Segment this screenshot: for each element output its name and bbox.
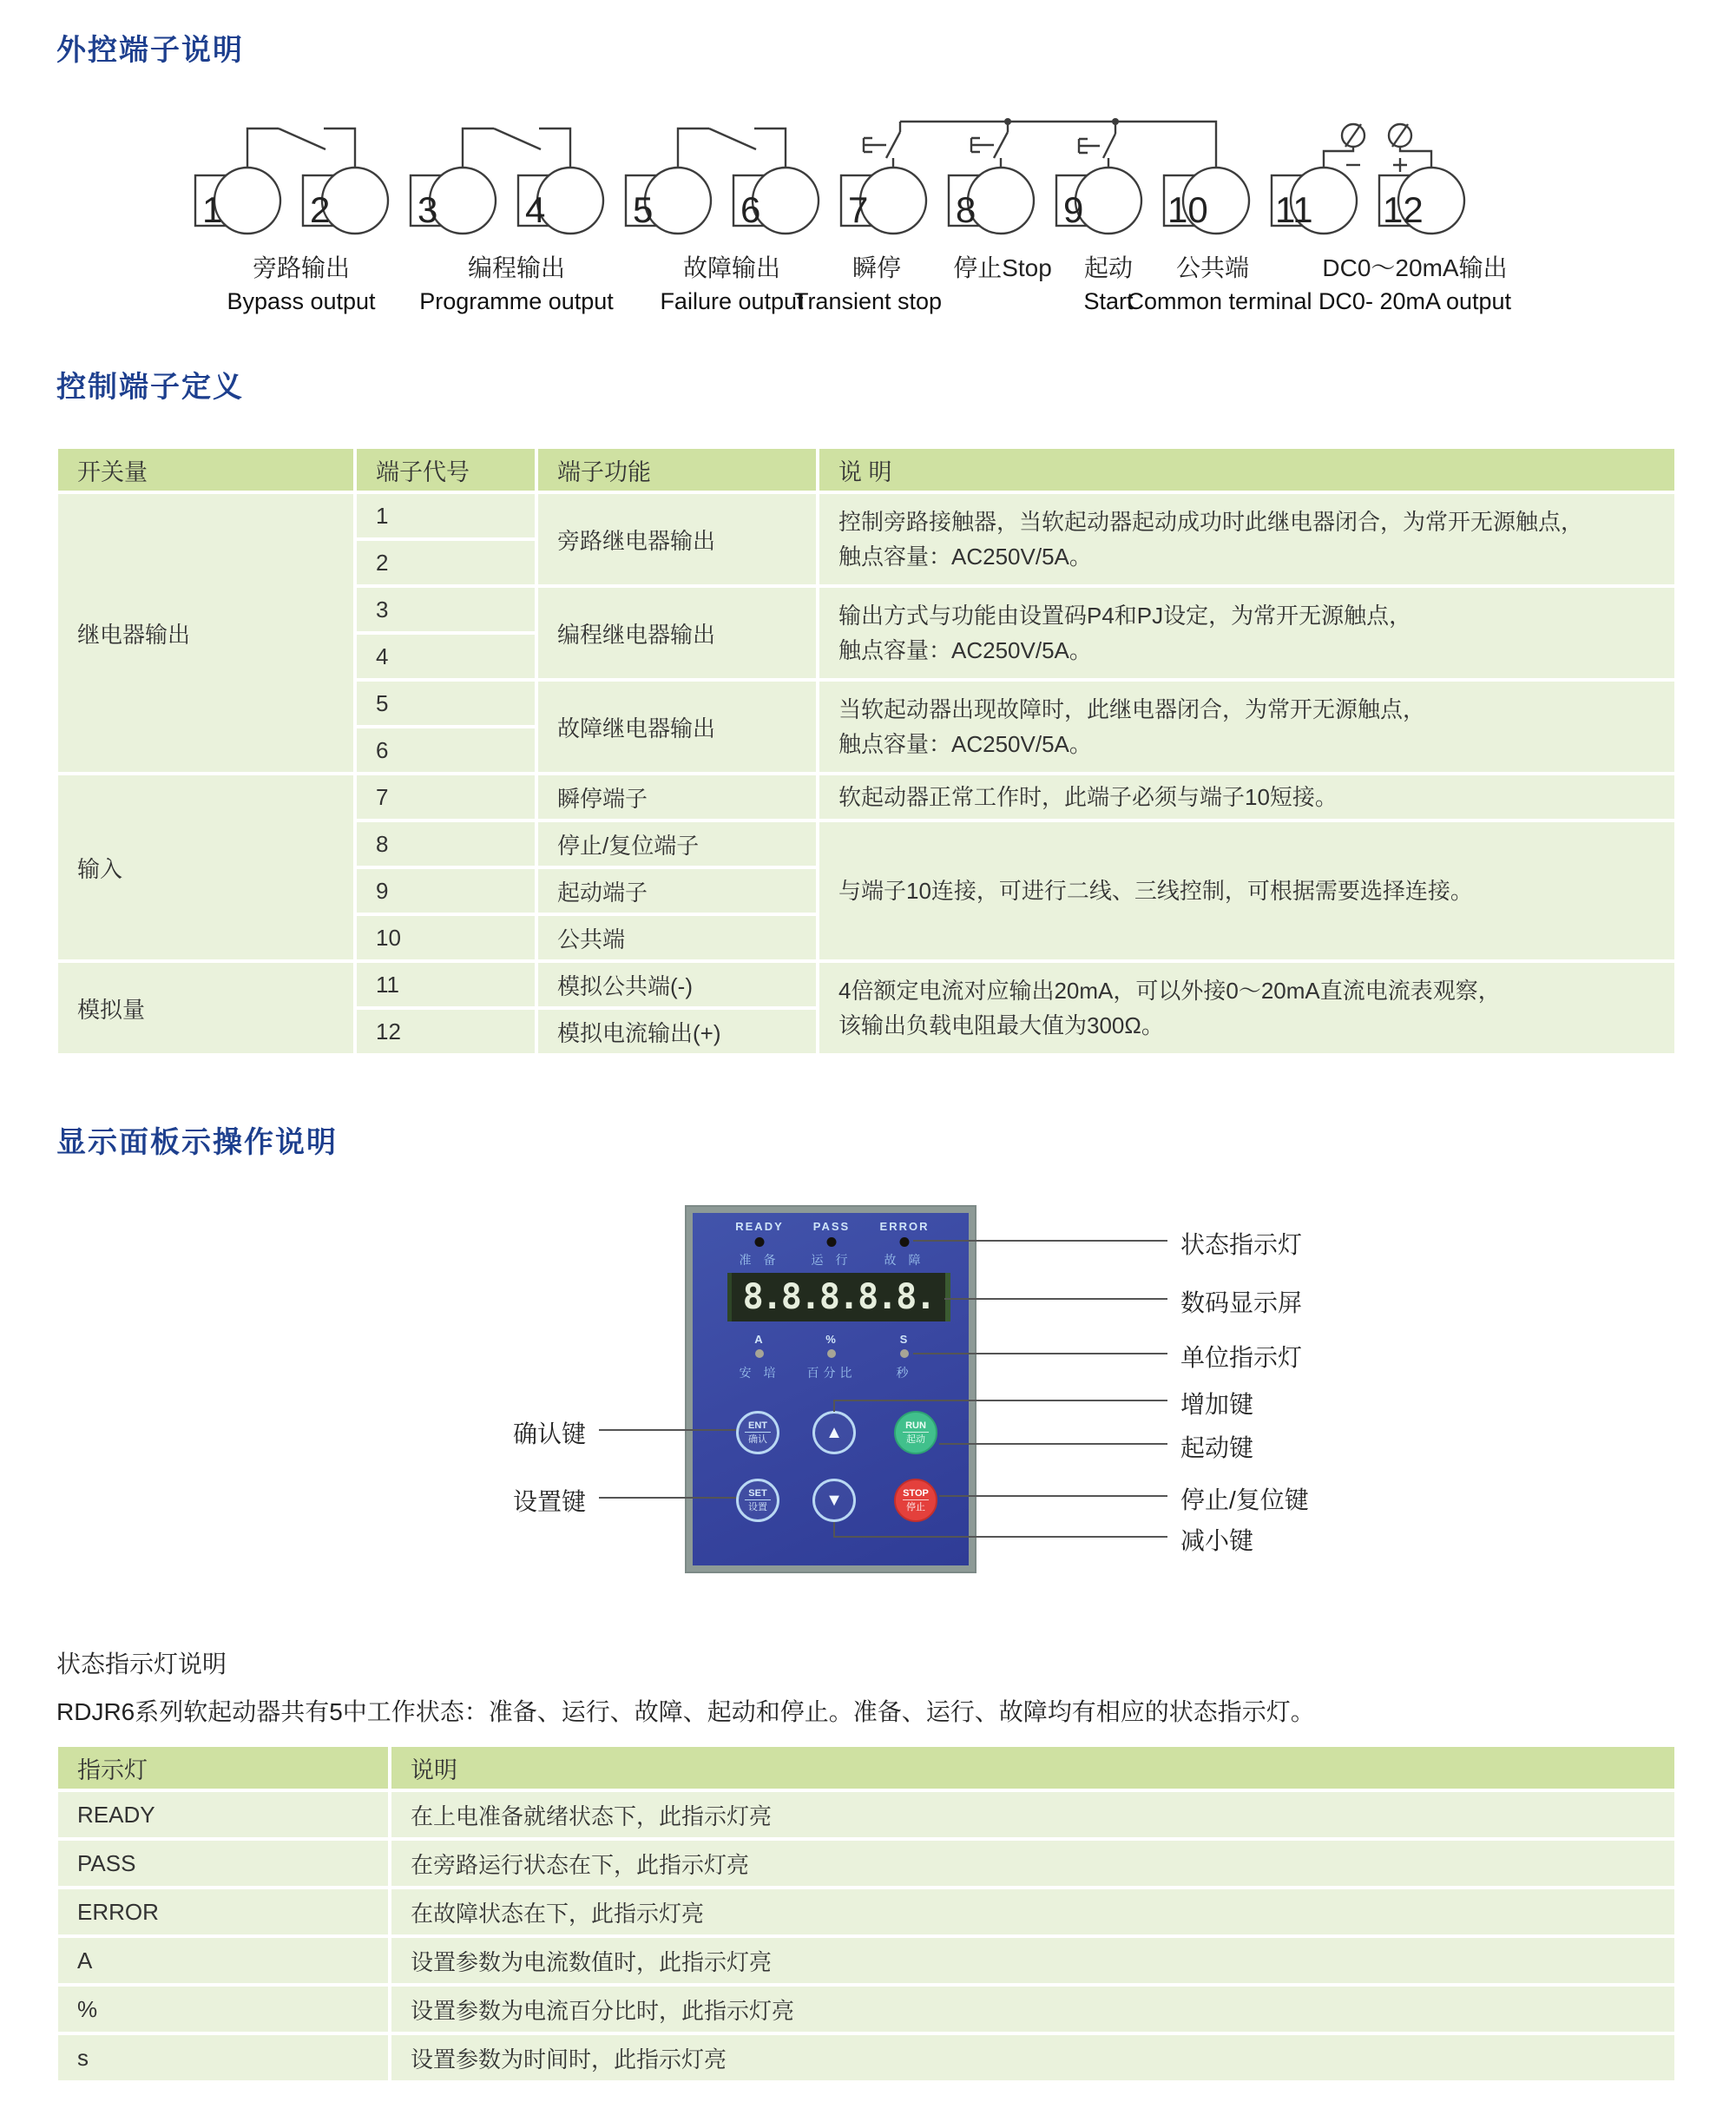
desc-two-three-wire: 与端子10连接，可进行二线、三线控制，可根据需要选择连接。	[819, 822, 1674, 959]
terminal-code-cell: 4	[357, 635, 535, 678]
callout-line-status	[913, 1240, 1167, 1242]
table-row	[58, 494, 1674, 537]
desc-transient-stop: 软起动器正常工作时，此端子必须与端子10短接。	[819, 775, 1674, 819]
desc-analog-output: 4倍额定电流对应输出20mA，可以外接0～20mA直流电流表观察， 该输出负载电阻最大值为300Ω。	[819, 963, 1674, 1053]
status-error-zh: 故 障	[884, 1253, 925, 1267]
header-terminal-function: 端子功能	[538, 449, 816, 491]
unit-s: S	[899, 1333, 910, 1346]
terminal-9	[1056, 168, 1141, 234]
table-row	[58, 775, 1674, 819]
unit-s-zh: 秒	[896, 1366, 913, 1380]
relay-switch-symbol-3-4	[463, 129, 570, 168]
indicator-pass-desc: 在旁路运行状态在下，此指示灯亮	[391, 1841, 1674, 1886]
unit-percent: %	[825, 1333, 838, 1346]
callout-set-key: 设置键	[512, 1488, 586, 1515]
failure-output-label-zh: 故障输出	[682, 254, 781, 281]
table-row	[58, 1938, 1674, 1983]
desc-programme-relay: 输出方式与功能由设置码P4和PJ设定，为常开无源触点， 触点容量：AC250V/5A。	[819, 588, 1674, 678]
callout-line-stop	[939, 1495, 1167, 1497]
transient-stop-label-en: Transient stop	[793, 288, 943, 314]
table-row	[58, 1987, 1674, 2032]
terminal-code-cell: 3	[357, 588, 535, 631]
status-indicator-paragraph: RDJR6系列软起动器共有5中工作状态：准备、运行、故障、起动和停止。准备、运行、故障均有相应的状态指示灯。	[56, 1698, 1315, 1725]
function-analog-common: 模拟公共端(-)	[538, 963, 816, 1006]
ent-confirm-button: ENT 确认	[736, 1411, 779, 1454]
stop-button-symbol	[971, 122, 1008, 168]
table-row	[58, 1889, 1674, 1934]
callout-line-increase	[833, 1400, 1167, 1401]
table-row	[58, 2035, 1674, 2080]
indicator-error: ERROR	[58, 1889, 388, 1934]
down-arrow-button: ▼	[812, 1479, 856, 1522]
programme-output-label-en: Programme output	[419, 288, 614, 314]
function-programme-relay: 编程继电器输出	[538, 588, 816, 678]
indicator-ready-desc: 在上电准备就绪状态下，此指示灯亮	[391, 1792, 1674, 1837]
indicator-percent-desc: 设置参数为电流百分比时，此指示灯亮	[391, 1987, 1674, 2032]
function-common: 公共端	[538, 916, 816, 959]
svg-text:8: 8	[956, 189, 976, 230]
callout-stop-reset-key: 停止/复位键	[1180, 1486, 1309, 1513]
callout-line-decrease	[833, 1536, 1167, 1538]
start-label-en: Start	[1083, 288, 1134, 314]
group-input: 输入	[58, 775, 353, 959]
unit-a: A	[754, 1333, 765, 1346]
desc-failure-relay: 当软起动器出现故障时，此继电器闭合，为常开无源触点， 触点容量：AC250V/5A。	[819, 682, 1674, 772]
percent-led	[827, 1349, 836, 1358]
meter-minus-symbol	[1324, 124, 1364, 168]
indicator-s: s	[58, 2035, 388, 2080]
function-start: 起动端子	[538, 869, 816, 913]
control-bus-line	[900, 118, 1216, 168]
terminal-code-cell: 11	[357, 963, 535, 1006]
svg-text:11: 11	[1275, 189, 1313, 230]
terminal-code-cell: 9	[357, 869, 535, 913]
pass-led	[827, 1237, 837, 1247]
terminal-4	[518, 168, 603, 234]
relay-switch-symbol-1-2	[247, 129, 355, 168]
header-description: 说 明	[819, 449, 1674, 491]
unit-a-zh: 安 培	[739, 1366, 780, 1380]
group-relay-output: 继电器输出	[58, 494, 353, 772]
start-label-zh: 起动	[1083, 254, 1134, 281]
indicator-pass: PASS	[58, 1841, 388, 1886]
seven-segment-display: 8.8.8.8.8.	[727, 1273, 950, 1321]
table-row	[58, 1792, 1674, 1837]
function-failure-relay: 故障继电器输出	[538, 682, 816, 772]
stop-label-zh: 停止Stop	[953, 254, 1052, 281]
external-terminal-diagram	[56, 104, 1680, 332]
indicator-percent: %	[58, 1987, 388, 2032]
terminal-10	[1164, 168, 1249, 234]
terminal-code-cell: 12	[357, 1010, 535, 1053]
dc-output-label-en: DC0- 20mA output	[1318, 288, 1512, 314]
callout-line-run	[939, 1443, 1167, 1445]
terminal-1	[195, 168, 280, 234]
indicator-ready: READY	[58, 1792, 388, 1837]
meter-plus-symbol	[1389, 124, 1431, 172]
function-stop-reset: 停止/复位端子	[538, 822, 816, 866]
callout-unit-indicators: 单位指示灯	[1180, 1344, 1303, 1371]
status-pass: PASS	[812, 1220, 851, 1233]
group-analog: 模拟量	[58, 963, 353, 1053]
function-transient-stop: 瞬停端子	[538, 775, 816, 819]
indicator-table	[55, 1743, 1678, 2084]
control-terminal-table	[55, 445, 1678, 1057]
relay-switch-symbol-5-6	[678, 129, 786, 168]
svg-text:12: 12	[1383, 189, 1424, 230]
callout-line-decrease-v	[833, 1522, 835, 1537]
up-arrow-button: ▲	[812, 1411, 856, 1454]
callout-digital-display: 数码显示屏	[1180, 1289, 1303, 1316]
terminal-11	[1272, 168, 1357, 234]
callout-status-indicators: 状态指示灯	[1180, 1231, 1303, 1258]
terminal-code-cell: 10	[357, 916, 535, 959]
terminal-5	[626, 168, 711, 234]
callout-line-display	[944, 1298, 1167, 1300]
dc-output-label-zh: DC0～20mA输出	[1322, 254, 1508, 281]
indicator-s-desc: 设置参数为时间时，此指示灯亮	[391, 2035, 1674, 2080]
status-pass-zh: 运 行	[811, 1253, 852, 1267]
terminal-3	[411, 168, 496, 234]
error-led	[900, 1237, 910, 1247]
failure-output-label-en: Failure output	[660, 288, 804, 314]
svg-text:9: 9	[1063, 189, 1084, 230]
svg-text:10: 10	[1167, 189, 1208, 230]
svg-text:4: 4	[525, 189, 546, 230]
start-button-symbol	[1079, 122, 1115, 168]
terminal-7	[841, 168, 926, 234]
svg-text:5: 5	[633, 189, 654, 230]
programme-output-label-zh: 编程输出	[467, 254, 566, 281]
terminal-2	[303, 168, 388, 234]
header-indicator: 指示灯	[58, 1747, 388, 1789]
amp-led	[755, 1349, 764, 1358]
callout-line-increase-v	[833, 1400, 835, 1412]
set-button: SET 设置	[736, 1479, 779, 1522]
table-row	[58, 1841, 1674, 1886]
function-analog-current-output: 模拟电流输出(+)	[538, 1010, 816, 1053]
svg-text:7: 7	[848, 189, 869, 230]
terminal-8	[949, 168, 1034, 234]
callout-line-confirm	[599, 1429, 736, 1431]
terminal-code-cell: 7	[357, 775, 535, 819]
callout-confirm-key: 确认键	[512, 1420, 586, 1447]
callout-decrease-key: 减小键	[1180, 1527, 1254, 1554]
svg-text:6: 6	[740, 189, 761, 230]
terminal-code-cell: 8	[357, 822, 535, 866]
table-header-row	[58, 1747, 1674, 1789]
terminal-code-cell: 6	[357, 728, 535, 772]
callout-start-key: 起动键	[1180, 1434, 1254, 1461]
indicator-a-desc: 设置参数为电流数值时，此指示灯亮	[391, 1938, 1674, 1983]
terminal-12	[1379, 168, 1464, 234]
status-ready-zh: 准 备	[739, 1253, 780, 1267]
table-row	[58, 963, 1674, 1006]
status-indicator-subtitle: 状态指示灯说明	[56, 1651, 227, 1677]
table-header-row	[58, 449, 1674, 491]
terminal-code-cell: 1	[357, 494, 535, 537]
common-terminal-label-en: Common terminal	[1127, 288, 1312, 314]
transient-stop-button-symbol	[864, 122, 900, 168]
svg-text:2: 2	[310, 189, 331, 230]
section-title-display-panel: 显示面板示操作说明	[56, 1126, 338, 1159]
section-title-external-terminals: 外控端子说明	[56, 34, 244, 67]
header-terminal-code: 端子代号	[357, 449, 535, 491]
transient-stop-label-zh: 瞬停	[852, 254, 902, 281]
common-terminal-label-zh: 公共端	[1175, 254, 1250, 281]
run-button: RUN 起动	[894, 1411, 937, 1454]
svg-text:3: 3	[418, 189, 438, 230]
desc-bypass-relay: 控制旁路接触器，当软起动器起动成功时此继电器闭合，为常开无源触点， 触点容量：AC250V/5A。	[819, 494, 1674, 584]
indicator-error-desc: 在故障状态在下，此指示灯亮	[391, 1889, 1674, 1934]
indicator-a: A	[58, 1938, 388, 1983]
header-switch-type: 开关量	[58, 449, 353, 491]
svg-text:1: 1	[202, 189, 223, 230]
ready-led	[755, 1237, 765, 1247]
header-indicator-desc: 说明	[391, 1747, 1674, 1789]
terminal-code-cell: 2	[357, 541, 535, 584]
status-ready: READY	[735, 1220, 784, 1233]
unit-percent-zh: 百分比	[806, 1366, 857, 1380]
callout-increase-key: 增加键	[1180, 1391, 1254, 1418]
bypass-output-label-zh: 旁路输出	[252, 254, 351, 281]
terminal-code-cell: 5	[357, 682, 535, 725]
second-led	[900, 1349, 909, 1358]
terminal-6	[733, 168, 819, 234]
bypass-output-label-en: Bypass output	[227, 288, 376, 314]
callout-line-units	[913, 1353, 1167, 1354]
status-error: ERROR	[879, 1220, 930, 1233]
section-title-terminal-definition: 控制端子定义	[56, 371, 244, 404]
function-bypass-relay: 旁路继电器输出	[538, 494, 816, 584]
stop-button: STOP 停止	[894, 1479, 937, 1522]
display-panel-image	[685, 1205, 976, 1573]
callout-line-set	[599, 1497, 736, 1499]
